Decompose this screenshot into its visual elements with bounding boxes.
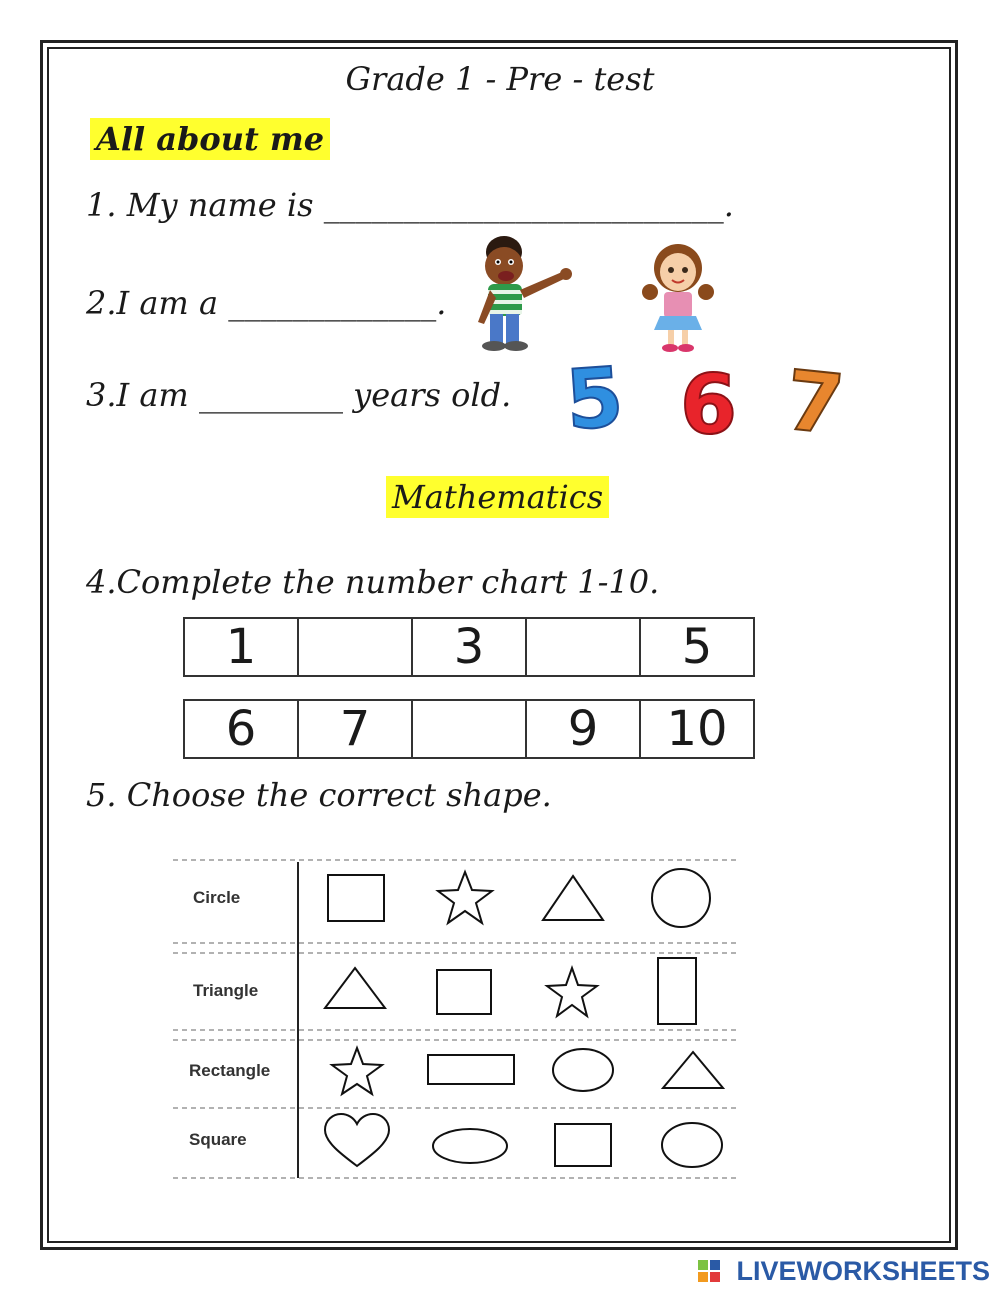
number-chart-row-2 (183, 699, 755, 759)
chart-cell: 3 (412, 618, 526, 676)
worksheet-title: Grade 1 - Pre - test (345, 60, 655, 98)
chart-cell: 7 (298, 700, 412, 758)
square-icon[interactable] (437, 970, 491, 1014)
row-triangle-options (325, 958, 696, 1024)
girl-illustration (636, 238, 720, 354)
shape-choice-table (165, 850, 765, 1190)
row-square-options (325, 1114, 722, 1167)
chart-cell-blank[interactable] (526, 618, 640, 676)
number-seven-graphic: 7 (781, 353, 848, 454)
section-heading-about-me-text: All about me (90, 118, 330, 160)
section-heading-mathematics-text: Mathematics (386, 476, 609, 518)
triangle-icon[interactable] (543, 876, 603, 920)
triangle-icon[interactable] (663, 1052, 723, 1088)
circle-icon[interactable] (662, 1123, 722, 1167)
circle-icon[interactable] (652, 869, 710, 927)
question-4-number-chart: 4.Complete the number chart 1-10. (86, 563, 660, 601)
rectangle-icon[interactable] (428, 1055, 514, 1084)
chart-cell-blank[interactable] (412, 700, 526, 758)
shape-label-square: Square (189, 1130, 247, 1149)
star-icon[interactable] (547, 968, 597, 1016)
liveworksheets-logo-text: LIVEWORKSHEETS (736, 1256, 990, 1286)
triangle-icon[interactable] (325, 968, 385, 1008)
boy-illustration (470, 232, 578, 354)
chart-cell: 1 (184, 618, 298, 676)
chart-cell: 6 (184, 700, 298, 758)
liveworksheets-logo-icon (698, 1260, 720, 1282)
question-5-shapes: 5. Choose the correct shape. (86, 776, 552, 814)
number-five-graphic: 5 (562, 350, 627, 449)
heart-icon[interactable] (325, 1114, 389, 1166)
star-icon[interactable] (438, 872, 492, 923)
question-2-gender: 2.I am a _____________. (86, 284, 447, 322)
square-icon[interactable] (328, 875, 384, 921)
chart-cell-blank[interactable] (298, 618, 412, 676)
number-chart-row-1 (183, 617, 755, 677)
star-icon[interactable] (332, 1048, 382, 1094)
chart-cell: 5 (640, 618, 754, 676)
shape-label-rectangle: Rectangle (189, 1061, 271, 1080)
oval-icon[interactable] (553, 1049, 613, 1091)
section-heading-mathematics (386, 478, 609, 516)
section-heading-about-me (90, 120, 330, 158)
chart-cell: 10 (640, 700, 754, 758)
oval-icon[interactable] (433, 1129, 507, 1163)
rectangle-icon[interactable] (658, 958, 696, 1024)
row-circle-options (328, 869, 710, 927)
question-1-name: 1. My name is _________________________. (86, 186, 734, 224)
square-icon[interactable] (555, 1124, 611, 1166)
row-rectangle-options (332, 1048, 723, 1094)
shape-label-circle: Circle (193, 888, 241, 907)
shape-label-triangle: Triangle (193, 981, 259, 1000)
question-3-age: 3.I am _________ years old. (86, 376, 512, 414)
chart-cell: 9 (526, 700, 640, 758)
number-six-graphic: 6 (680, 358, 738, 453)
